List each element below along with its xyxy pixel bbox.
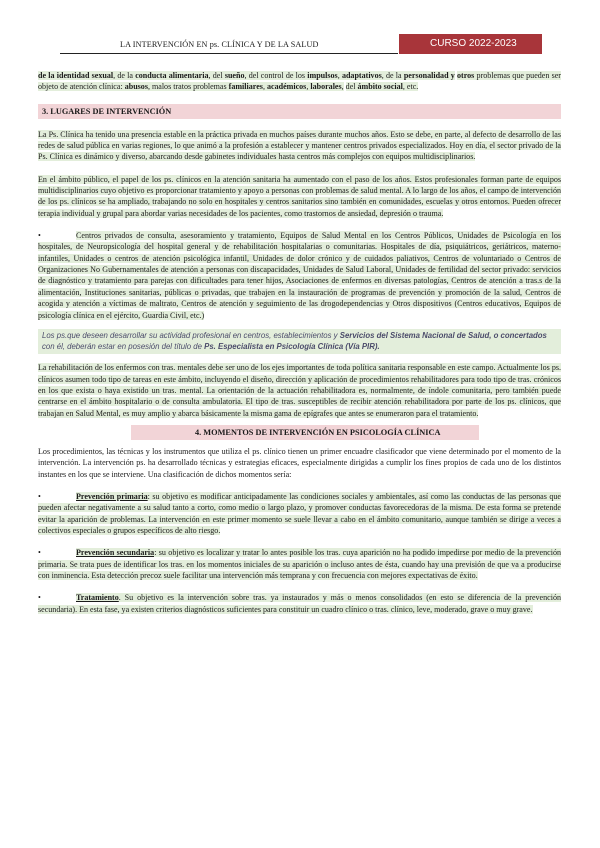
treatment-item: • Tratamiento. Su objetivo es la intervención sobre tras. ya instaurados y más o menos consolidados (en esto se diferencia de la prevención secundaria). En esta fase, ya existen criterios diagnósticos suficientes para constituir un cuadro clínico o tras. clínico, leve, moderado, grave o muy grave. [38, 593, 561, 614]
prevention-primary-item: • Prevención primaria: su objetivo es modificar anticipadamente las condiciones sociales y ambientales, así como las conductas de las personas que pueden afectar negativamente a su salud tanto a corto, como medio o largo plazo, y promover conductas favorecedoras de la misma. De esta forma se pretende evitar la aparición de problemas. La intervención en este primer momento se suele llevar a cabo en el ámbito comunitario, aunque también se dirige a veces a colectivos especiales o grupos específicos de alto riesgo. [38, 492, 561, 536]
prevention-secondary-item: • Prevención secundaria: su objetivo es localizar y tratar lo antes posible los tras. cuya aparición no ha podido impedirse por medio de la prevención primaria. Se trata pues de identificar los tras. en los momentos iniciales de su aparición o incluso antes de ésta, cuando hay una previsión de que va a producirse con inminencia. Esta detección precoz suele facilitar una intervención más temprana y con frecuencia con mejores expectativas de éxito. [38, 548, 561, 581]
section-4-heading: 4. MOMENTOS DE INTERVENCIÓN EN PSICOLOGÍA CLÍNICA [131, 425, 479, 440]
section-3-heading: 3. LUGARES DE INTERVENCIÓN [38, 104, 561, 119]
course-badge: CURSO 2022-2023 [399, 34, 542, 54]
section-3-paragraph-3: La rehabilitación de los enfermos con tras. mentales debe ser uno de los ejes importantes de toda política sanitaria responsable en este campo. Actualmente los ps. clínicos asumen todo tipo de tareas en este ámbito, incluyendo el diseño, dirección y aplicación de procedimientos rehabilitadores para todo tipo de tras. crónicos en los que exista o haya existido un tras. mental. La orientación de la actuación rehabilitadora es, normalmente, de índole comunitaria, pero también puede centrarse en el ámbito hospitalario o de consulta ambulatoria. El tipo de tras. susceptibles de recibir atención rehabilitadora por parte de los ps. clínicos, que trabajan en Salud Mental, es muy amplio y abarca básicamente la misma gama de epígrafes que antes se enumeraron para el tratamiento. [38, 363, 561, 418]
intro-paragraph: de la identidad sexual, de la conducta alimentaria, del sueño, del control de los impulsos, adaptativos, de la personalidad y otros problemas que pueden ser objeto de atención clínica: abusos, malos tratos problemas familiares, académicos, laborales, del ámbito social, etc. [38, 71, 561, 92]
bullet-marker: • [38, 593, 41, 603]
section-3-paragraph-1: La Ps. Clínica ha tenido una presencia estable en la práctica privada en muchos países durante muchos años. Esto se debe, en parte, al defecto de desarrollo de las redes de salud pública en varias regiones, lo que animó a la profesión a establecer y mantener centros privados especializados. Hoy en día, el sector privado de la Ps. Clínica es dinámico y diverso, abarcando desde gabinetes individuales hasta centros más complejos con equipos multidisciplinarios. [38, 129, 561, 162]
bullet-marker: • [38, 492, 41, 501]
page-header [60, 34, 540, 54]
bullet-marker: • [38, 548, 41, 558]
bullet-marker: • [38, 231, 41, 241]
intro-text: de la identidad sexual [38, 71, 114, 80]
section-4-paragraph-1: Los procedimientos, las técnicas y los instrumentos que utiliza el ps. clínico tienen un primer encuadre clasificador que viene determinado por el momento de la intervención. La intervención ps. ha desarrollado técnicas y estrategias eficaces, especialmente dirigidas a cumplir los fines propios de cada uno de los distintos instantes en los que se interviene. Una clasificación de dichos momentos sería: [38, 446, 561, 479]
pir-note: Los ps.que deseen desarrollar su actividad profesional en centros, establecimientos y Servicios del Sistema Nacional de Salud, o concertados con él, deberán estar en posesión del título de Ps. Especialista en Psicología Clínica (Vía PIR). [38, 329, 561, 354]
page-content [38, 70, 561, 615]
section-3-paragraph-2: En el ámbito público, el papel de los ps. clínicos en la atención sanitaria ha aumentado con el paso de los años. Estos profesionales forman parte de equipos multidisciplinarios cuyo objetivo es proporcionar tratamiento y apoyo a personas con problemas de salud mental. A lo largo de los años, el campo de intervención de los ps. clínicos se ha ampliado, trabajando no solo en hospitales y centros sanitarios sino también en comunidades, escuelas y otros entornos. Pueden ofrecer terapia individual y grupal para abordar varias necesidades de los pacientes, como trastornos de ansiedad, depresión o trauma. [38, 174, 561, 218]
section-3-bullet: • Centros privados de consulta, asesoramiento y tratamiento, Equipos de Salud Mental en los Centros Públicos, Unidades de Psicología en los hospitales, de Neuropsicología del hospital general y de rehabilitación hospitalarias o comunitarias. Hospitales de día, psiquiátricos, geriátricos, materno-infantiles, Unidades o centros de atención psicológica infantil, Unidades de dolor crónico y de cuidados paliativos, Centros de voluntariado o Centros de Organizaciones No Gubernamentales de atención a personas con discapacidades, Unidades de Salud Laboral, Unidades de fertilidad del sector privado: servicios de diagnóstico y tratamiento para parejas con dificultades para tener hijos, Asociaciones de enfermos en diversas patologías, Centros de atención a tras.s de la alimentación, Instituciones sanitarias, públicas o privadas, que trabajen en la instauración de programas de prevención y promoción de la salud, Centros de acogida y atención a víctimas de maltrato, Centros de atención y seguimiento de las drogodependencias y Otros dispositivos (Centros educativos, Equipos de psicología clínica en el ejército, Guardia Civil, etc.) [38, 231, 561, 320]
header-title: LA INTERVENCIÓN EN ps. CLÍNICA Y DE LA SALUD [120, 40, 319, 49]
header-rule [60, 53, 398, 54]
